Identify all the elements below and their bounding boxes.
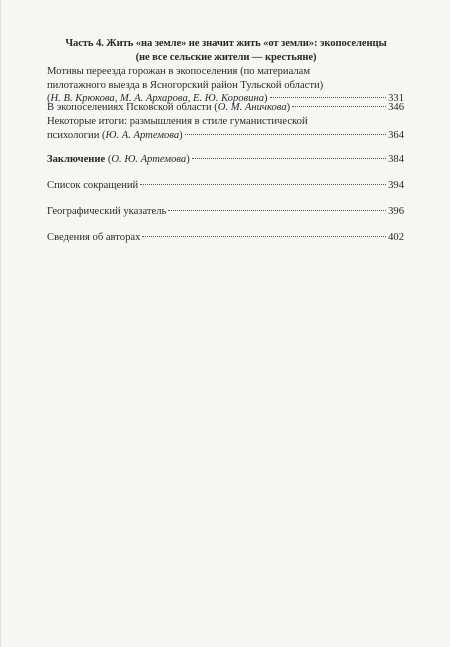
toc-entry-authors: Ю. А. Артемова [105,129,180,141]
toc-entry-last-line [47,205,404,219]
toc-entry-text: (Н. В. Крюкова, М. А. Архарова, Е. Ю. Коровина) [47,93,268,104]
toc-entry-text: Сведения об авторах [47,232,141,243]
toc-entry-text: Географический указатель [47,206,167,217]
part-heading-line-1: Часть 4. Жить «на земле» не значит жить «от земли»: экопоселенцы [65,38,387,49]
leader-dots [142,236,386,237]
toc-entry-text: психологии (Ю. А. Артемова) [47,129,183,141]
toc-entry-last-line [47,179,404,193]
leader-dots [185,134,386,135]
toc-entry-authors: О. М. Аничкова [217,102,287,113]
toc-page-number: 394 [388,180,404,191]
toc-entry-motives[interactable] [47,65,404,106]
toc-entry-last-line [47,231,404,245]
leader-dots [168,210,386,211]
toc-entry-authors-info[interactable] [47,231,404,245]
toc-entry-pskov[interactable] [47,101,404,115]
toc-page-number: 331 [388,93,404,104]
toc-page-number: 384 [388,154,404,165]
toc-entry-last-line [47,153,404,167]
toc-entry-authors: Н. В. Крюкова, М. А. Архарова, Е. Ю. Коровина [50,93,265,104]
leader-dots [292,106,386,107]
toc-entry-line: Мотивы переезда горожан в экопоселения (по материалам [47,66,311,77]
toc-page-number: 364 [388,129,404,141]
toc-entry-results[interactable] [47,115,404,142]
toc-entry-text: В экопоселениях Псковской области (О. М. Аничкова) [47,102,291,113]
part-4-heading [31,37,421,65]
toc-entry-line: Некоторые итоги: размышления в стиле гуманистической [47,116,308,127]
leader-dots [270,97,387,98]
conclusion-title: Заключение [47,154,106,165]
toc-page-number: 396 [388,206,404,217]
toc-entry-text: Заключение (О. Ю. Артемова) [47,154,190,165]
part-heading-line-2: (не все сельские жители — крестьяне) [135,52,317,63]
toc-page-number: 402 [388,232,404,243]
toc-entry-abbreviations[interactable] [47,179,404,193]
toc-entry-line: пилотажного выезда в Ясногорский район Тульской области) [47,79,324,91]
toc-page-number: 346 [388,102,404,113]
toc-entry-text: Список сокращений [47,180,139,191]
toc-entry-last-line [47,101,404,115]
toc-entry-geo-index[interactable] [47,205,404,219]
leader-dots [192,158,386,159]
toc-entry-last-line [47,129,404,143]
toc-entry-conclusion[interactable] [47,153,404,167]
leader-dots [140,184,386,185]
toc-entry-authors: О. Ю. Артемова [111,154,187,165]
